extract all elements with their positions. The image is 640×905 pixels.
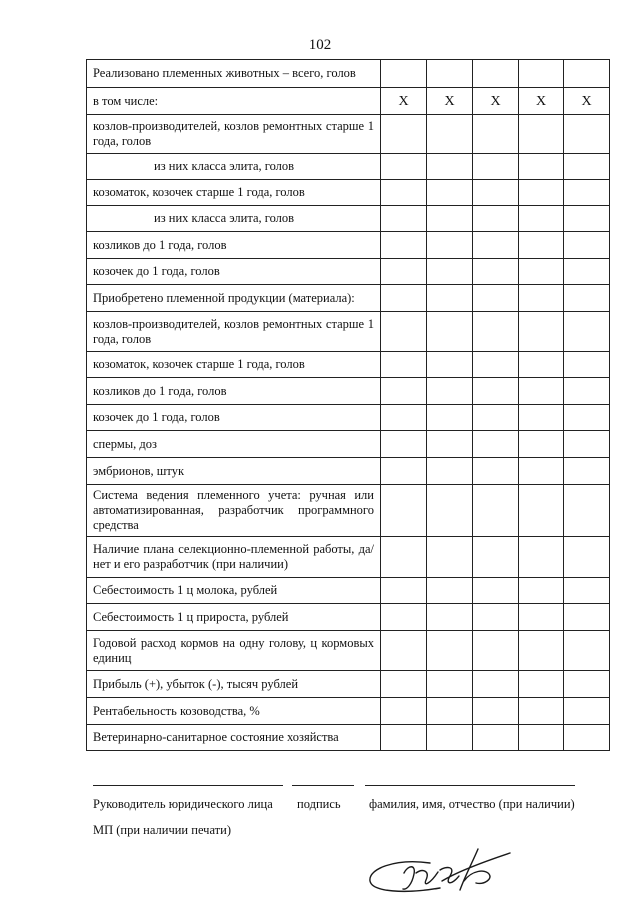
value-cell [473, 60, 519, 88]
row-label: козоматок, козочек старше 1 года, голов [87, 352, 381, 378]
value-cell [381, 206, 427, 232]
value-cell [519, 206, 564, 232]
row-label: козоматок, козочек старше 1 года, голов [87, 180, 381, 206]
value-cell [473, 115, 519, 154]
value-cell [473, 154, 519, 180]
table-row [87, 671, 610, 698]
value-cell [381, 537, 427, 578]
table-row [87, 405, 610, 431]
row-label: спермы, доз [87, 431, 381, 458]
value-cell [381, 180, 427, 206]
value-cell [519, 352, 564, 378]
value-cell [519, 312, 564, 352]
value-cell [427, 631, 473, 671]
value-cell [473, 206, 519, 232]
value-cell [427, 352, 473, 378]
form-table [86, 59, 610, 751]
value-cell [473, 725, 519, 751]
row-label: Система ведения племенного учета: ручная или автоматизированная, разработчик программного средства [87, 485, 381, 537]
row-label: из них класса элита, голов [87, 154, 381, 180]
value-cell [564, 631, 610, 671]
table-row [87, 206, 610, 232]
value-cell [473, 604, 519, 631]
value-cell [473, 671, 519, 698]
value-cell [519, 458, 564, 485]
value-cell [427, 259, 473, 285]
value-cell [427, 378, 473, 405]
value-cell: Х [473, 88, 519, 115]
value-cell [381, 698, 427, 725]
table-row [87, 578, 610, 604]
value-cell [381, 631, 427, 671]
table-row [87, 285, 610, 312]
value-cell [427, 725, 473, 751]
value-cell [564, 537, 610, 578]
value-cell [473, 232, 519, 259]
value-cell [519, 154, 564, 180]
table-row [87, 378, 610, 405]
value-cell [427, 206, 473, 232]
value-cell [564, 154, 610, 180]
table-row [87, 60, 610, 88]
value-cell [564, 312, 610, 352]
row-label: Наличие плана селекционно-племенной работы, да/нет и его разработчик (при наличии) [87, 537, 381, 578]
table-row [87, 312, 610, 352]
row-label: эмбрионов, штук [87, 458, 381, 485]
value-cell [564, 725, 610, 751]
value-cell: Х [381, 88, 427, 115]
value-cell [381, 285, 427, 312]
value-cell [381, 604, 427, 631]
value-cell [427, 698, 473, 725]
value-cell [519, 60, 564, 88]
value-cell [564, 698, 610, 725]
value-cell [381, 485, 427, 537]
value-cell [381, 671, 427, 698]
value-cell [519, 405, 564, 431]
value-cell [427, 458, 473, 485]
row-label: Ветеринарно-санитарное состояние хозяйства [87, 725, 381, 751]
value-cell [427, 485, 473, 537]
value-cell: Х [519, 88, 564, 115]
value-cell [381, 154, 427, 180]
signature-label: подпись [297, 797, 341, 811]
full-name-label: фамилия, имя, отчество (при наличии) [369, 797, 575, 811]
value-cell [427, 180, 473, 206]
table-row [87, 631, 610, 671]
value-cell [473, 180, 519, 206]
value-cell [519, 725, 564, 751]
value-cell [473, 537, 519, 578]
value-cell [519, 180, 564, 206]
value-cell [519, 578, 564, 604]
value-cell [381, 405, 427, 431]
value-cell [473, 405, 519, 431]
value-cell [564, 180, 610, 206]
row-label: в том числе: [87, 88, 381, 115]
value-cell [473, 312, 519, 352]
row-label: козлов-производителей, козлов ремонтных старше 1 года, голов [87, 115, 381, 154]
value-cell [427, 431, 473, 458]
value-cell [519, 698, 564, 725]
value-cell [427, 604, 473, 631]
value-cell [427, 60, 473, 88]
value-cell [519, 259, 564, 285]
signature-line [292, 785, 354, 786]
value-cell [519, 115, 564, 154]
value-cell [564, 285, 610, 312]
value-cell [381, 725, 427, 751]
table-row [87, 725, 610, 751]
table-row [87, 458, 610, 485]
value-cell [427, 232, 473, 259]
table-row [87, 180, 610, 206]
table-row [87, 259, 610, 285]
table-row [87, 698, 610, 725]
row-label: Реализовано племенных животных – всего, голов [87, 60, 381, 88]
value-cell [564, 115, 610, 154]
value-cell [519, 431, 564, 458]
row-label: Годовой расход кормов на одну голову, ц кормовых единиц [87, 631, 381, 671]
value-cell [564, 232, 610, 259]
value-cell [381, 378, 427, 405]
value-cell [427, 671, 473, 698]
table-row [87, 115, 610, 154]
head-signature-line [93, 785, 283, 786]
value-cell [564, 378, 610, 405]
value-cell [473, 285, 519, 312]
page-number: 102 [308, 37, 332, 53]
row-label: Приобретено племенной продукции (материала): [87, 285, 381, 312]
row-label: Себестоимость 1 ц прироста, рублей [87, 604, 381, 631]
value-cell: Х [564, 88, 610, 115]
value-cell [564, 352, 610, 378]
value-cell [519, 485, 564, 537]
value-cell [473, 378, 519, 405]
row-label: Себестоимость 1 ц молока, рублей [87, 578, 381, 604]
table-row [87, 154, 610, 180]
table-row [87, 431, 610, 458]
row-label: Рентабельность козоводства, % [87, 698, 381, 725]
table-row [87, 352, 610, 378]
value-cell [381, 60, 427, 88]
table-row [87, 537, 610, 578]
value-cell [427, 312, 473, 352]
value-cell [473, 485, 519, 537]
value-cell [519, 537, 564, 578]
value-cell [473, 698, 519, 725]
value-cell [381, 259, 427, 285]
value-cell [564, 604, 610, 631]
value-cell [381, 312, 427, 352]
value-cell [564, 206, 610, 232]
value-cell [519, 671, 564, 698]
table-row [87, 485, 610, 537]
row-label: козликов до 1 года, голов [87, 232, 381, 259]
value-cell [381, 578, 427, 604]
value-cell [519, 631, 564, 671]
value-cell [519, 378, 564, 405]
table-row [87, 88, 610, 115]
value-cell [427, 115, 473, 154]
row-label: козочек до 1 года, голов [87, 259, 381, 285]
handwritten-signature [360, 843, 520, 899]
value-cell [473, 458, 519, 485]
value-cell [427, 154, 473, 180]
value-cell: Х [427, 88, 473, 115]
value-cell [381, 352, 427, 378]
value-cell [564, 485, 610, 537]
value-cell [381, 232, 427, 259]
value-cell [473, 259, 519, 285]
value-cell [564, 259, 610, 285]
value-cell [564, 60, 610, 88]
table-row [87, 232, 610, 259]
value-cell [564, 458, 610, 485]
value-cell [427, 285, 473, 312]
row-label: козочек до 1 года, голов [87, 405, 381, 431]
value-cell [564, 671, 610, 698]
head-label: Руководитель юридического лица [93, 797, 273, 811]
value-cell [473, 578, 519, 604]
row-label: козликов до 1 года, голов [87, 378, 381, 405]
value-cell [381, 431, 427, 458]
value-cell [473, 631, 519, 671]
stamp-label: МП (при наличии печати) [93, 823, 232, 837]
row-label: козлов-производителей, козлов ремонтных старше 1 года, голов [87, 312, 381, 352]
row-label: Прибыль (+), убыток (-), тысяч рублей [87, 671, 381, 698]
form-table-body [87, 60, 610, 751]
full-name-line [365, 785, 575, 786]
value-cell [427, 405, 473, 431]
value-cell [519, 232, 564, 259]
value-cell [381, 458, 427, 485]
value-cell [519, 604, 564, 631]
value-cell [427, 537, 473, 578]
value-cell [427, 578, 473, 604]
value-cell [473, 352, 519, 378]
value-cell [473, 431, 519, 458]
row-label: из них класса элита, голов [87, 206, 381, 232]
value-cell [519, 285, 564, 312]
value-cell [564, 578, 610, 604]
table-row [87, 604, 610, 631]
value-cell [564, 405, 610, 431]
value-cell [381, 115, 427, 154]
value-cell [564, 431, 610, 458]
